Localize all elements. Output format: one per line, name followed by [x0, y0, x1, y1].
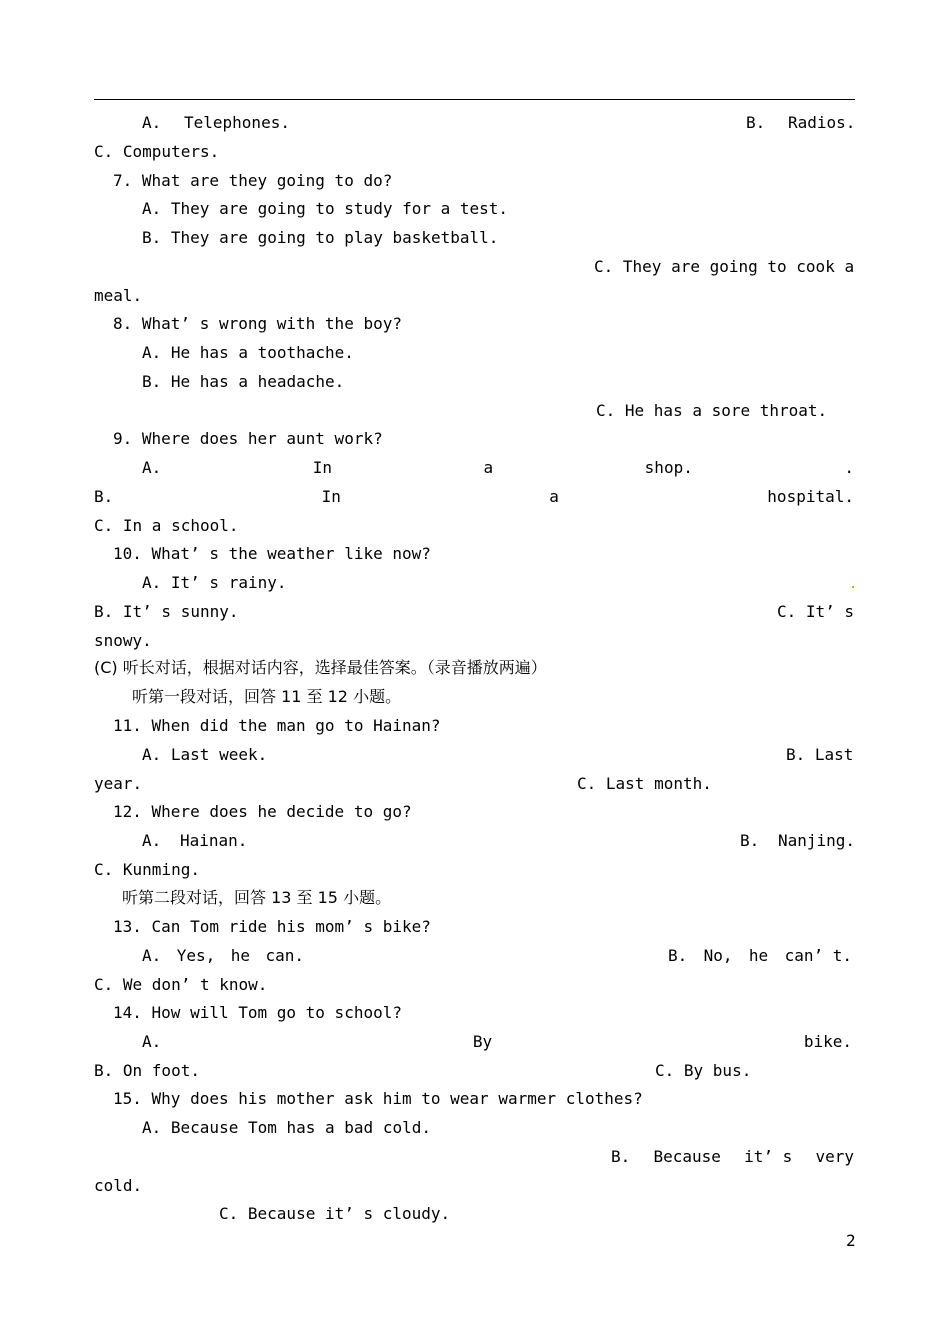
q12-option-b: Nanjing.	[778, 831, 856, 850]
q8-option-a: A. He has a toothache.	[142, 343, 354, 362]
q9-a-part: shop.	[644, 458, 693, 477]
q7-option-b: B. They are going to play basketball.	[142, 228, 499, 247]
q14-a-part: A.	[142, 1032, 162, 1051]
q9-a-part: a	[483, 458, 494, 477]
dialog-2-instruction: 听第二段对话，回答 13 至 15 小题。	[122, 888, 392, 907]
q12-option-a-letter: A.	[142, 831, 162, 850]
q11-option-b: B. Last	[786, 745, 854, 764]
q7-option-a: A. They are going to study for a test.	[142, 199, 509, 218]
q15-b-part: B.	[611, 1147, 631, 1166]
q6-option-b: Radios.	[788, 113, 856, 132]
q13-b-part: can’ t.	[784, 946, 852, 965]
q11-option-b-cont: year.	[94, 774, 143, 793]
q9-option-a-line	[142, 458, 854, 478]
q7-option-c-cont: meal.	[94, 286, 143, 305]
q15-option-a: A. Because Tom has a bad cold.	[142, 1118, 431, 1137]
q15-question: 15. Why does his mother ask him to wear warmer clothes?	[113, 1089, 643, 1108]
q6-option-b-letter: B.	[746, 113, 766, 132]
q9-b-part: a	[549, 487, 559, 506]
q9-a-part: A.	[142, 458, 162, 477]
q14-option-c: C. By bus.	[655, 1061, 752, 1080]
q6-option-a: Telephones.	[184, 113, 290, 132]
q15-b-part: very	[815, 1147, 854, 1166]
q9-b-part: In	[321, 487, 341, 506]
q13-b-part: B.	[668, 946, 688, 965]
q8-option-c: C. He has a sore throat.	[596, 401, 828, 420]
q15-option-b-line	[611, 1147, 854, 1167]
q13-b-part: No,	[703, 946, 733, 965]
q9-b-part: hospital.	[767, 487, 854, 506]
q11-option-a: A. Last week.	[142, 745, 268, 764]
q10-option-a: A. It’ s rainy.	[142, 573, 287, 592]
q15-b-part: Because	[653, 1147, 721, 1166]
q13-option-b-line	[668, 946, 852, 966]
q9-b-part: B.	[94, 487, 114, 506]
q11-question: 11. When did the man go to Hainan?	[113, 716, 441, 735]
q12-option-a: Hainan.	[180, 831, 248, 850]
page-number: 2	[846, 1231, 856, 1250]
q15-option-b-cont: cold.	[94, 1176, 143, 1195]
dialog-1-instruction: 听第一段对话，回答 11 至 12 小题。	[132, 687, 402, 706]
q10-question: 10. What’ s the weather like now?	[113, 544, 431, 563]
q10-option-c-cont: snowy.	[94, 631, 152, 650]
q14-question: 14. How will Tom go to school?	[113, 1003, 402, 1022]
q9-question: 9. Where does her aunt work?	[113, 429, 383, 448]
q13-option-a-line	[142, 946, 304, 966]
q9-a-part: .	[844, 458, 854, 477]
q12-option-b-letter: B.	[740, 831, 760, 850]
q7-question: 7. What are they going to do?	[113, 171, 393, 190]
q13-a-part: Yes,	[176, 946, 216, 965]
q9-option-b-line	[94, 487, 854, 507]
q12-question: 12. Where does he decide to go?	[113, 802, 412, 821]
q10-option-b: B. It’ s sunny.	[94, 602, 239, 621]
q8-option-b: B. He has a headache.	[142, 372, 345, 391]
q14-a-part: bike.	[803, 1032, 852, 1051]
q13-question: 13. Can Tom ride his mom’ s bike?	[113, 917, 431, 936]
q13-a-part: can.	[265, 946, 304, 965]
q9-a-part: In	[312, 458, 333, 477]
q12-option-c: C. Kunming.	[94, 860, 200, 879]
q14-option-b: B. On foot.	[94, 1061, 200, 1080]
q15-b-part: it’ s	[744, 1147, 793, 1166]
section-c-heading: (C) 听长对话，根据对话内容，选择最佳答案。（录音播放两遍）	[94, 658, 547, 677]
q8-question: 8. What’ s wrong with the boy?	[113, 314, 402, 333]
q13-a-part: he	[230, 946, 250, 965]
stray-mark	[852, 586, 854, 588]
q9-option-c: C. In a school.	[94, 516, 239, 535]
q13-a-part: A.	[142, 946, 162, 965]
q13-b-part: he	[748, 946, 769, 965]
q15-option-c: C. Because it’ s cloudy.	[219, 1204, 451, 1223]
q7-option-c: C. They are going to cook a	[594, 257, 855, 276]
q13-option-c: C. We don’ t know.	[94, 975, 268, 994]
q14-option-a-line	[142, 1032, 852, 1052]
q10-option-c: C. It’ s	[777, 602, 855, 621]
q6-option-c: C. Computers.	[94, 142, 220, 161]
q6-option-a-letter: A.	[142, 113, 162, 132]
q14-a-part: By	[472, 1032, 493, 1051]
q11-option-c: C. Last month.	[577, 774, 712, 793]
header-rule	[94, 99, 855, 100]
